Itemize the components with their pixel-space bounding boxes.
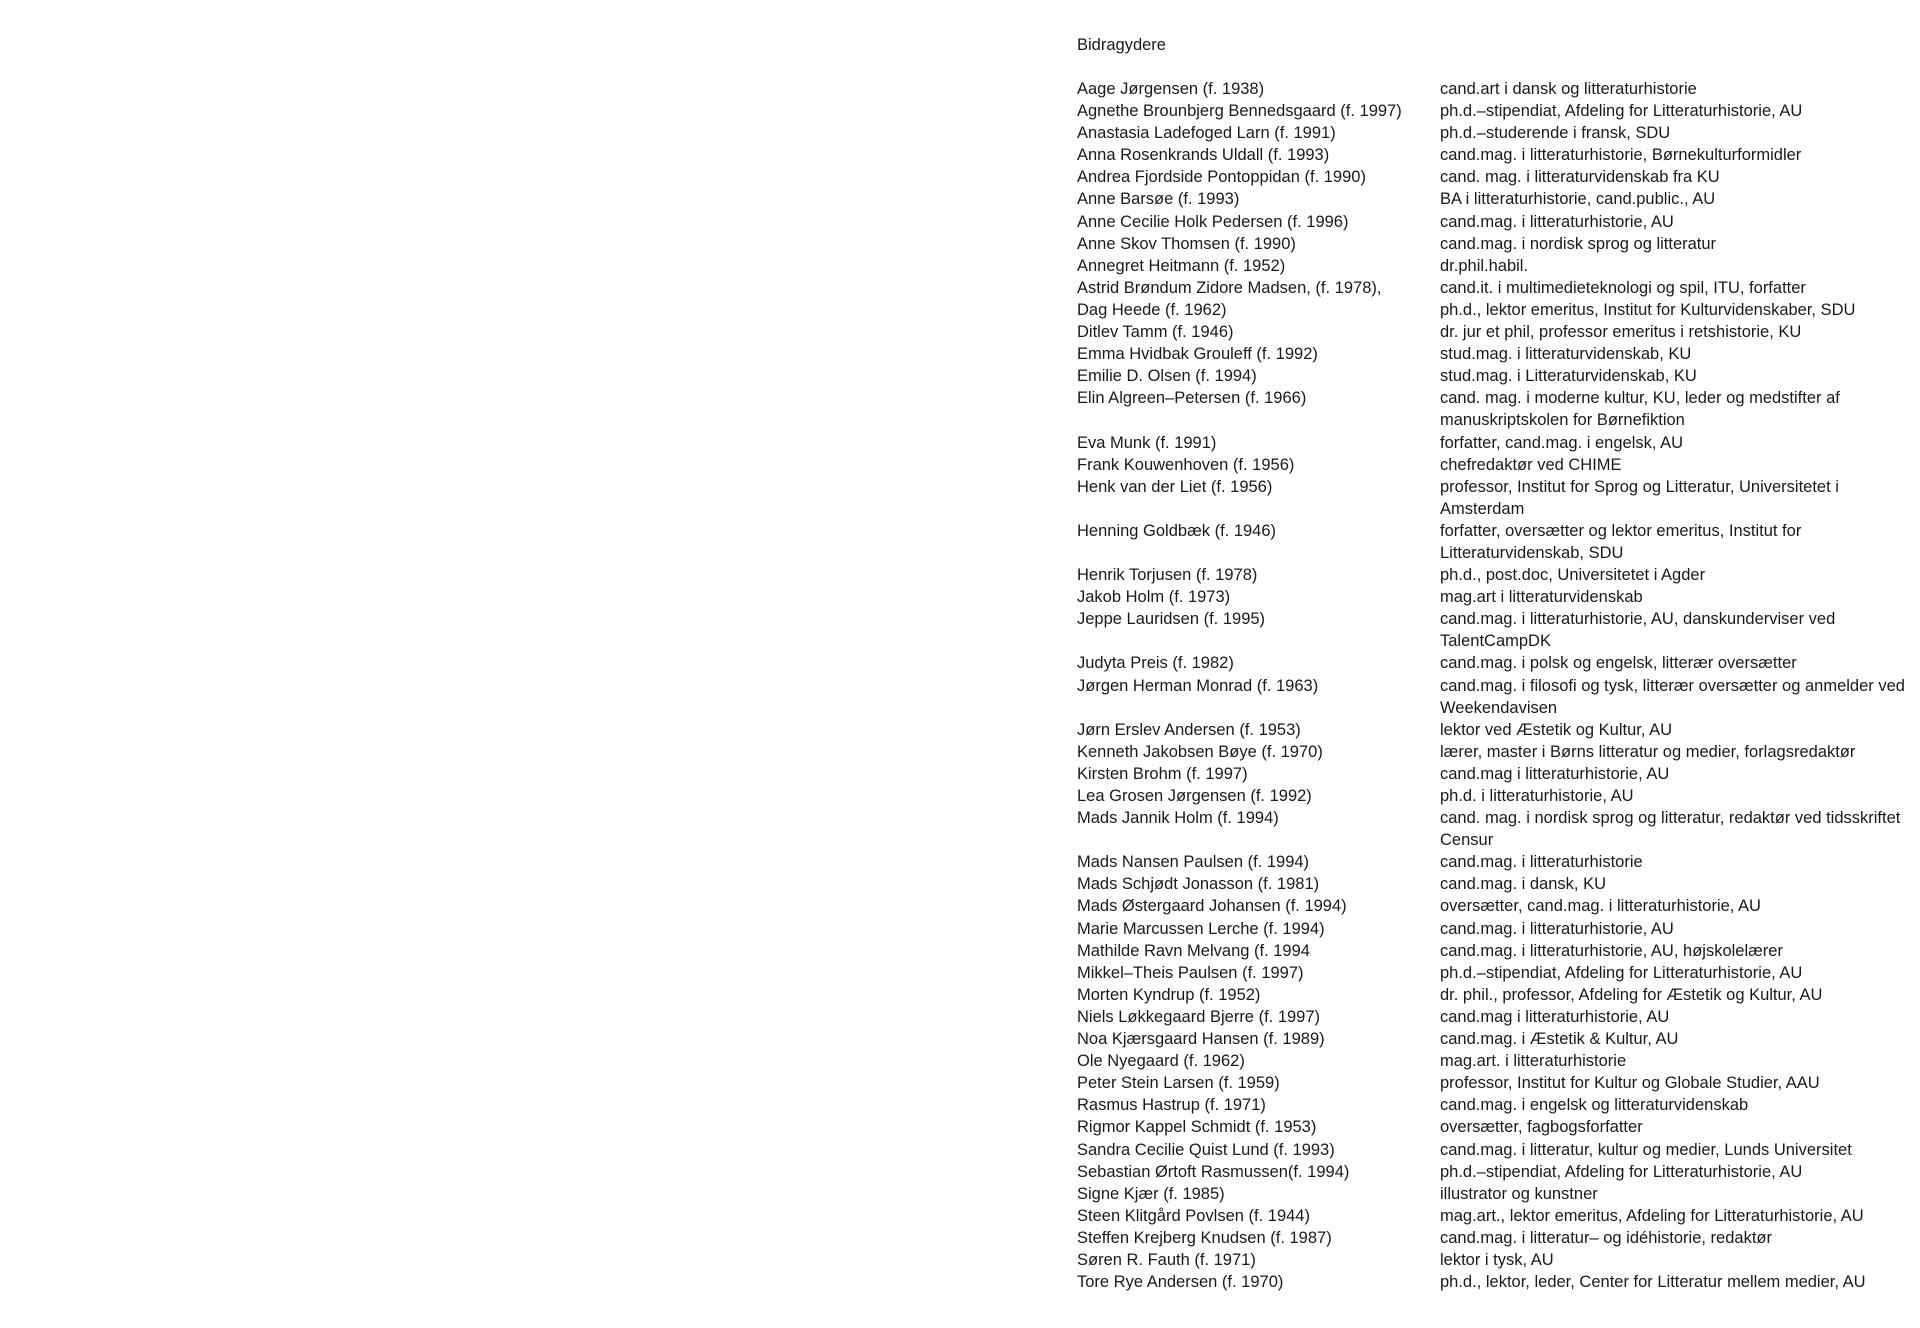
contributor-row (1077, 78, 1917, 100)
contributor-name: Mads Østergaard Johansen (f. 1994) (1077, 897, 1347, 916)
contributor-row (1077, 520, 1917, 564)
contributor-name: Jørgen Herman Monrad (f. 1963) (1077, 676, 1319, 695)
contributor-description: lektor i tysk, AU (1440, 1250, 1554, 1269)
contributor-name: Mads Schjødt Jonasson (f. 1981) (1077, 875, 1320, 894)
contributor-name: Frank Kouwenhoven (f. 1956) (1077, 455, 1295, 474)
contributor-name: Rigmor Kappel Schmidt (f. 1953) (1077, 1118, 1317, 1137)
contributor-name: Noa Kjærsgaard Hansen (f. 1989) (1077, 1030, 1325, 1049)
contributor-name: Anne Barsøe (f. 1993) (1077, 190, 1240, 209)
contributor-row (1077, 962, 1917, 984)
contributor-name: Eva Munk (f. 1991) (1077, 433, 1217, 452)
contributor-name: Henning Goldbæk (f. 1946) (1077, 521, 1277, 540)
contributor-description: cand.art i dansk og litteraturhistorie (1440, 80, 1697, 98)
contributor-name: Søren R. Fauth (f. 1971) (1077, 1250, 1256, 1269)
contributor-row (1077, 387, 1917, 431)
contributor-description: cand.mag. i polsk og engelsk, litterær oversætter (1440, 654, 1797, 673)
contributor-row (1077, 454, 1917, 476)
contributor-description: ph.d., lektor emeritus, Institut for Kulturvidenskaber, SDU (1440, 300, 1856, 319)
contributor-row (1077, 1161, 1917, 1183)
contributor-row (1077, 918, 1917, 940)
contributor-description: mag.art. i litteraturhistorie (1440, 1052, 1627, 1071)
contributor-row (1077, 1139, 1917, 1161)
contributor-description: cand.mag. i litteratur, kultur og medier, Lunds Universitet (1440, 1140, 1852, 1159)
contributor-description: ph.d.–stipendiat, Afdeling for Litteraturhistorie, AU (1440, 963, 1803, 982)
contributor-description: cand.mag. i litteraturhistorie, AU (1440, 212, 1674, 231)
contributors-page (1077, 34, 1917, 1293)
contributor-name: Anne Skov Thomsen (f. 1990) (1077, 234, 1296, 253)
contributor-name: Dag Heede (f. 1962) (1077, 300, 1227, 319)
contributor-row (1077, 1006, 1917, 1028)
contributor-row (1077, 785, 1917, 807)
contributor-row (1077, 851, 1917, 873)
contributor-description: cand.mag. i nordisk sprog og litteratur (1440, 234, 1717, 253)
contributor-description: ph.d., lektor, leder, Center for Litteratur mellem medier, AU (1440, 1273, 1866, 1292)
contributor-name: Anastasia Ladefoged Larn (f. 1991) (1077, 124, 1336, 143)
contributor-description: cand.mag. i Æstetik & Kultur, AU (1440, 1030, 1679, 1049)
contributor-name: Signe Kjær (f. 1985) (1077, 1184, 1225, 1203)
contributor-row (1077, 741, 1917, 763)
contributor-name: Lea Grosen Jørgensen (f. 1992) (1077, 787, 1312, 805)
contributor-description: cand.mag. i filosofi og tysk, litterær oversætter og anmelder ved Weekendavisen (1440, 676, 1905, 717)
contributor-description: lektor ved Æstetik og Kultur, AU (1440, 720, 1673, 739)
contributor-description: professor, Institut for Sprog og Litteratur, Universitetet i Amsterdam (1440, 477, 1839, 518)
contributor-description: chefredaktør ved CHIME (1440, 455, 1622, 474)
contributor-description: ph.d.–stipendiat, Afdeling for Litteraturhistorie, AU (1440, 1162, 1803, 1181)
contributor-row (1077, 211, 1917, 233)
contributor-description: dr. jur et phil, professor emeritus i retshistorie, KU (1440, 323, 1802, 342)
contributor-name: Mikkel–Theis Paulsen (f. 1997) (1077, 963, 1304, 982)
contributor-name: Sandra Cecilie Quist Lund (f. 1993) (1077, 1140, 1335, 1159)
contributor-name: Emilie D. Olsen (f. 1994) (1077, 367, 1257, 386)
contributor-row (1077, 586, 1917, 608)
contributor-description: cand.mag. i litteraturhistorie, Børnekulturformidler (1440, 146, 1802, 165)
contributor-row (1077, 299, 1917, 321)
contributor-description: mag.art., lektor emeritus, Afdeling for Litteraturhistorie, AU (1440, 1206, 1864, 1225)
contributor-description: dr. phil., professor, Afdeling for Æstetik og Kultur, AU (1440, 985, 1823, 1004)
contributor-name: Niels Løkkegaard Bjerre (f. 1997) (1077, 1007, 1321, 1026)
contributor-name: Kirsten Brohm (f. 1997) (1077, 764, 1248, 783)
contributor-description: dr.phil.habil. (1440, 256, 1529, 275)
contributor-name: Rasmus Hastrup (f. 1971) (1077, 1096, 1266, 1115)
contributor-name: Andrea Fjordside Pontoppidan (f. 1990) (1077, 168, 1366, 187)
contributor-row (1077, 188, 1917, 210)
contributor-row (1077, 763, 1917, 785)
contributor-row (1077, 675, 1917, 719)
contributor-description: cand. mag. i nordisk sprog og litteratur, redaktør ved tidsskriftet Censur (1440, 809, 1901, 850)
contributor-description: mag.art i litteraturvidenskab (1440, 588, 1643, 607)
contributor-list (1077, 78, 1917, 1293)
contributor-description: ph.d.–studerende i fransk, SDU (1440, 124, 1671, 143)
contributor-row (1077, 1205, 1917, 1227)
contributor-name: Elin Algreen–Petersen (f. 1966) (1077, 389, 1307, 408)
contributor-description: cand. mag. i moderne kultur, KU, leder og medstifter af manuskriptskolen for Børnefiktion (1440, 389, 1840, 430)
page-title: Bidragydere (1077, 36, 1166, 54)
contributor-row (1077, 1050, 1917, 1072)
contributor-name: Morten Kyndrup (f. 1952) (1077, 985, 1261, 1004)
contributor-row (1077, 1094, 1917, 1116)
contributor-name: Mads Jannik Holm (f. 1994) (1077, 809, 1279, 828)
contributor-name: Peter Stein Larsen (f. 1959) (1077, 1074, 1280, 1093)
contributor-row (1077, 100, 1917, 122)
contributor-description: illustrator og kunstner (1440, 1184, 1598, 1203)
contributor-row (1077, 1028, 1917, 1050)
contributor-name: Marie Marcussen Lerche (f. 1994) (1077, 919, 1325, 938)
contributor-row (1077, 144, 1917, 166)
contributor-description: oversætter, cand.mag. i litteraturhistorie, AU (1440, 897, 1761, 916)
contributor-row (1077, 1183, 1917, 1205)
contributor-description: BA i litteraturhistorie, cand.public., AU (1440, 190, 1716, 209)
contributor-name: Ole Nyegaard (f. 1962) (1077, 1052, 1245, 1071)
contributor-description: ph.d., post.doc, Universitetet i Agder (1440, 566, 1706, 585)
contributor-name: Agnethe Brounbjerg Bennedsgaard (f. 1997) (1077, 102, 1402, 121)
contributor-row (1077, 277, 1917, 299)
contributor-description: forfatter, cand.mag. i engelsk, AU (1440, 433, 1684, 452)
contributor-description: professor, Institut for Kultur og Globale Studier, AAU (1440, 1074, 1820, 1093)
contributor-description: cand.mag. i litteratur– og idéhistorie, redaktør (1440, 1228, 1772, 1247)
contributor-name: Sebastian Ørtoft Rasmussen(f. 1994) (1077, 1162, 1350, 1181)
contributor-description: stud.mag. i litteraturvidenskab, KU (1440, 345, 1692, 364)
contributor-description: forfatter, oversætter og lektor emeritus, Institut for Litteraturvidenskab, SDU (1440, 521, 1802, 562)
contributor-name: Henk van der Liet (f. 1956) (1077, 477, 1273, 496)
contributor-row (1077, 1227, 1917, 1249)
contributor-name: Steffen Krejberg Knudsen (f. 1987) (1077, 1228, 1332, 1247)
contributor-name: Henrik Torjusen (f. 1978) (1077, 566, 1258, 585)
contributor-description: cand.mag. i litteraturhistorie, AU, højskolelærer (1440, 941, 1783, 960)
contributor-name: Mads Nansen Paulsen (f. 1994) (1077, 853, 1310, 872)
contributor-name: Anna Rosenkrands Uldall (f. 1993) (1077, 146, 1330, 165)
contributor-row (1077, 343, 1917, 365)
contributor-description: cand. mag. i litteraturvidenskab fra KU (1440, 168, 1720, 187)
contributor-name: Jørn Erslev Andersen (f. 1953) (1077, 720, 1301, 739)
contributor-name: Ditlev Tamm (f. 1946) (1077, 323, 1234, 342)
contributor-description: cand.mag. i litteraturhistorie, AU (1440, 919, 1674, 938)
contributor-row (1077, 166, 1917, 188)
contributor-name: Jeppe Lauridsen (f. 1995) (1077, 610, 1266, 629)
contributor-name: Tore Rye Andersen (f. 1970) (1077, 1273, 1284, 1292)
contributor-row (1077, 255, 1917, 277)
contributor-name: Mathilde Ravn Melvang (f. 1994 (1077, 941, 1310, 960)
contributor-row (1077, 984, 1917, 1006)
contributor-row (1077, 1271, 1917, 1293)
contributor-name: Steen Klitgård Povlsen (f. 1944) (1077, 1206, 1310, 1225)
contributor-row (1077, 1072, 1917, 1094)
contributor-name: Kenneth Jakobsen Bøye (f. 1970) (1077, 742, 1323, 761)
contributor-row (1077, 1249, 1917, 1271)
contributor-row (1077, 807, 1917, 851)
contributor-description: stud.mag. i Litteraturvidenskab, KU (1440, 367, 1697, 386)
contributor-name: Emma Hvidbak Grouleff (f. 1992) (1077, 345, 1318, 364)
contributor-description: ph.d.–stipendiat, Afdeling for Litteraturhistorie, AU (1440, 102, 1803, 121)
contributor-name: Judyta Preis (f. 1982) (1077, 654, 1234, 673)
contributor-name: Anne Cecilie Holk Pedersen (f. 1996) (1077, 212, 1349, 231)
contributor-description: cand.mag. i litteraturhistorie (1440, 853, 1643, 872)
contributor-row (1077, 321, 1917, 343)
contributor-row (1077, 1116, 1917, 1138)
contributor-name: Jakob Holm (f. 1973) (1077, 588, 1231, 607)
contributor-description: ph.d. i litteraturhistorie, AU (1440, 787, 1634, 805)
contributor-row (1077, 476, 1917, 520)
contributor-description: cand.mag. i engelsk og litteraturvidenskab (1440, 1096, 1749, 1115)
contributor-row (1077, 365, 1917, 387)
contributor-row (1077, 233, 1917, 255)
contributor-name: Annegret Heitmann (f. 1952) (1077, 256, 1286, 275)
contributor-description: cand.mag i litteraturhistorie, AU (1440, 764, 1670, 783)
contributor-row (1077, 652, 1917, 674)
contributor-row (1077, 608, 1917, 652)
contributor-row (1077, 432, 1917, 454)
contributor-description: cand.mag. i dansk, KU (1440, 875, 1606, 894)
contributor-description: oversætter, fagbogsforfatter (1440, 1118, 1643, 1137)
contributor-description: lærer, master i Børns litteratur og medier, forlagsredaktør (1440, 742, 1856, 761)
contributor-row (1077, 122, 1917, 144)
contributor-name: Astrid Brøndum Zidore Madsen, (f. 1978), (1077, 278, 1382, 297)
contributor-row (1077, 719, 1917, 741)
contributor-row (1077, 564, 1917, 586)
contributor-name: Aage Jørgensen (f. 1938) (1077, 80, 1265, 98)
contributor-row (1077, 940, 1917, 962)
contributor-description: cand.mag. i litteraturhistorie, AU, danskunderviser ved TalentCampDK (1440, 610, 1836, 651)
contributor-row (1077, 895, 1917, 917)
contributor-description: cand.it. i multimedieteknologi og spil, ITU, forfatter (1440, 278, 1806, 297)
contributor-description: cand.mag i litteraturhistorie, AU (1440, 1007, 1670, 1026)
contributor-row (1077, 873, 1917, 895)
